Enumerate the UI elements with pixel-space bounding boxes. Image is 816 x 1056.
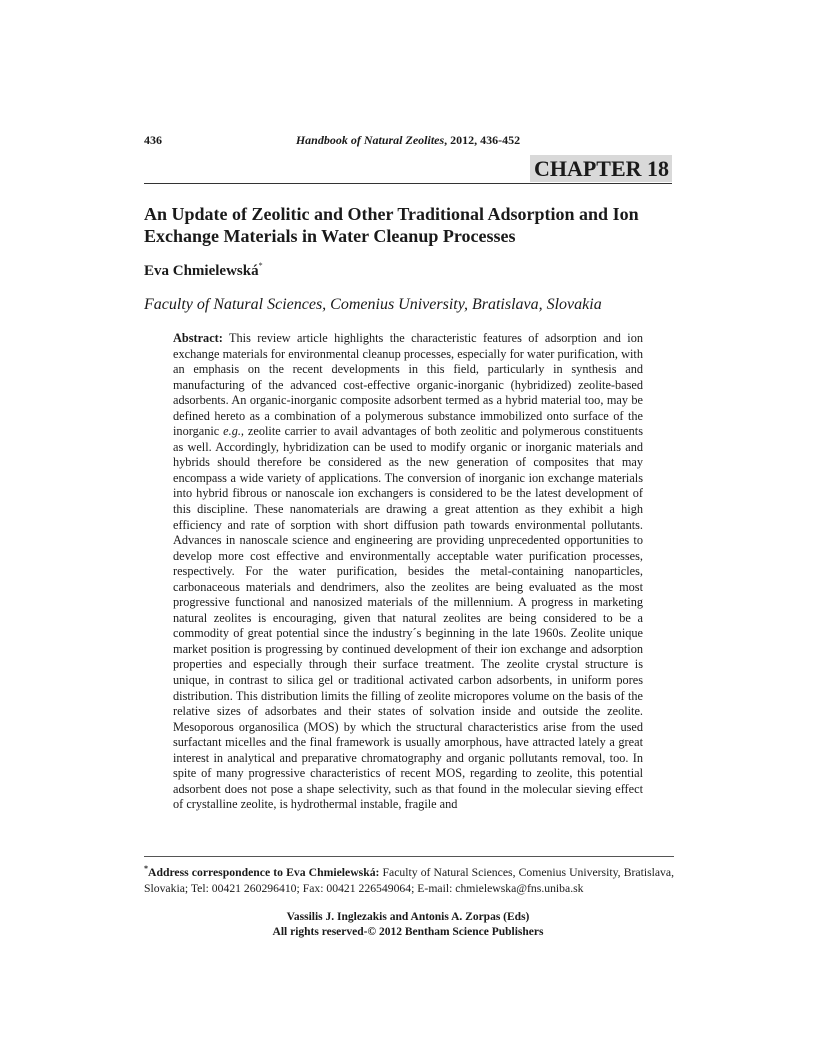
abstract-eg: e.g., (223, 424, 244, 439)
footnote-text: Faculty of Natural Sciences, Comenius University, Bratislava, Slovakia; Tel: 00421 260296410; Fax: 00421 226549064; E-mail: chmielewska@fns.uniba.sk (144, 866, 675, 895)
footnote-label: Address correspondence to Eva Chmielewská: (148, 866, 380, 879)
chapter-label: CHAPTER 18 (530, 155, 672, 182)
article-title: An Update of Zeolitic and Other Traditional Adsorption and Ion Exchange Materials in Water Cleanup Processes (144, 204, 639, 246)
abstract-text-part2: zeolite carrier to avail advantages of both zeolitic and polymerous constituents as well. Accordingly, hybridization can be used to modify organic or inorganic materials and hybrids should therefore be considered as the new generation of composites that may encompass a wide variety of applications. The conversion of inorganic ion exchange materials into hybrid fibrous or nanoscale ion exchangers is considered to be the latest development of this discipline. These nanomaterials are drawing a great attention as they exhibit a high efficiency and rate of sorption with short diffusion path towards environmental pollutants. Advances in nanoscale science and engineering are providing unprecedented opportunities to develop more cost effective and environmentally acceptable water purification processes, respectively. For the water purification, besides the metal-containing nanoparticles, carbonaceous materials and dendrimers, also the zeolites are being evaluated as the most progressive functional and nanosized materials of the millennium. A progress in marketing natural zeolites is encouraging, given that natural zeolites are being considered to be a commodity of great potential since the industry´s beginning in the late 1960s. Zeolite unique market position is progressing by continued development of their ion exchange and adsorption properties and especially through their surface treatment. The zeolite crystal structure is unique, in contrast to silica gel or traditional activated carbon adsorbents, in uniform pores distribution. This distribution limits the filling of zeolite micropores volume on the basis of the relative sizes of adsorbates and their states of solvation inside and outside the zeolite. Mesoporous organosilica (MOS) by which the structural characteristics arise from the used surfactant micelles and the final framework is usually amorphous, have attracted lately a great interest in analytical and preparative chromatography and organic pollutants removal, too. In spite of many progressive characteristics of recent MOS, regarding to zeolite, this potential adsorbent does not pose a shape selectivity, such as that found in the molecular sieving effect of crystalline zeolite, is hydrothermal instable, fragile and (173, 424, 643, 812)
author (144, 261, 263, 280)
abstract-label: Abstract: (173, 331, 223, 345)
chapter-divider (144, 183, 672, 184)
page-number: 436 (144, 133, 162, 147)
abstract-text-part1: This review article highlights the characteristic features of adsorption and ion exchange materials for environmental cleanup processes, especially for water purification, with an emphasis on the recent developments in this field, particularly in synthesis and manufacturing of the advanced cost-effective organic-inorganic (hybridized) zeolite-based adsorbents. An organic-inorganic composite adsorbent termed as a hybrid material too, may be defined hereto as a combination of a polymerous substance immobilized onto surface of the inorganic (173, 331, 643, 439)
running-header (0, 133, 816, 148)
affiliation: Faculty of Natural Sciences, Comenius University, Bratislava, Slovakia (144, 296, 602, 313)
footnote-divider (144, 856, 674, 857)
footnote-mark: * (144, 864, 148, 873)
editors-line: Vassilis J. Inglezakis and Antonis A. Zorpas (Eds) (286, 911, 530, 923)
author-footnote-mark: * (258, 261, 263, 270)
book-details: , 2012, 436-452 (444, 133, 521, 147)
abstract (173, 331, 643, 813)
author-name: Eva Chmielewská (144, 263, 259, 279)
footnote (144, 861, 674, 897)
book-title: Handbook of Natural Zeolites (295, 133, 445, 147)
publisher-footer (0, 910, 816, 940)
rights-line: All rights reserved-© 2012 Bentham Science Publishers (272, 926, 544, 938)
